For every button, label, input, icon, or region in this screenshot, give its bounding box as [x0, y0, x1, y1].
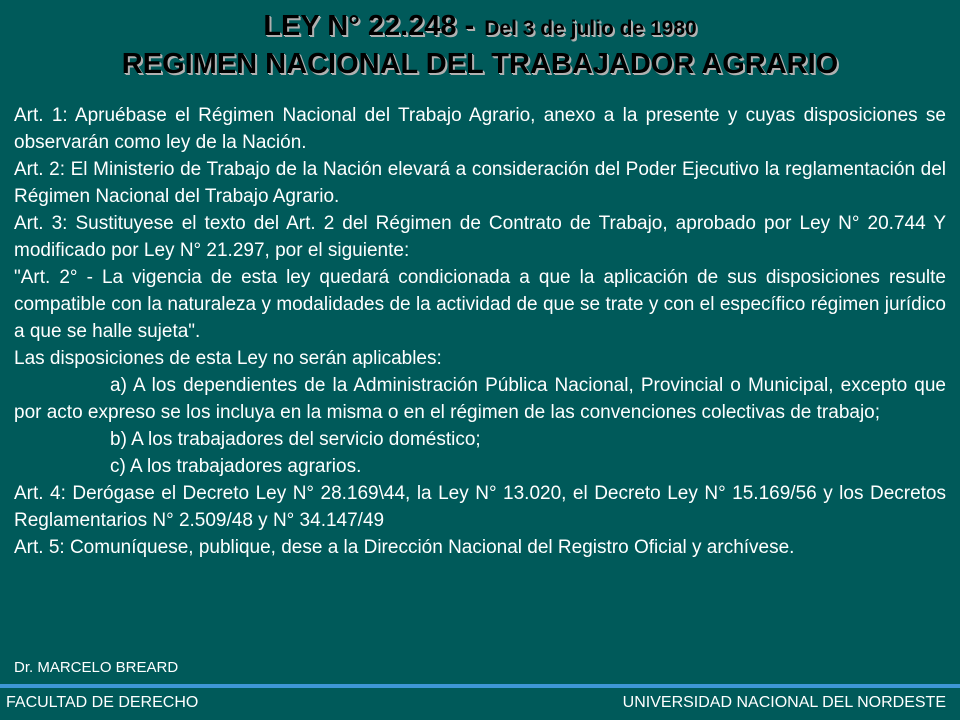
law-subtitle: REGIMEN NACIONAL DEL TRABAJADOR AGRARIO: [121, 48, 839, 80]
law-text: [14, 102, 946, 561]
article-1: Art. 1: Apruébase el Régimen Nacional del Trabajo Agrario, anexo a la presente y cuyas disposiciones se observarán como ley de la Nación.: [14, 105, 946, 153]
article-4: Art. 4: Derógase el Decreto Ley N° 28.169\44, la Ley N° 13.020, el Decreto Ley N° 15.169/56 y los Decretos Reglamentarios N° 2.509/48 y N° 34.147/49: [14, 483, 946, 531]
exclusion-b: b) A los trabajadores del servicio doméstico;: [110, 429, 481, 450]
article-3: Art. 3: Sustituyese el texto del Art. 2 del Régimen de Contrato de Trabajo, aprobado por Ley N° 20.744 Y modificado por Ley N° 21.297, por el siguiente:: [14, 213, 946, 261]
article-2: Art. 2: El Ministerio de Trabajo de la Nación elevará a consideración del Poder Ejecutivo la reglamentación del Régimen Nacional del Trabajo Agrario.: [14, 159, 946, 207]
slide-title: [0, 8, 960, 81]
exclusions-intro: Las disposiciones de esta Ley no serán aplicables:: [14, 348, 442, 369]
footer-faculty: FACULTAD DE DERECHO: [6, 694, 199, 711]
exclusion-c: c) A los trabajadores agrarios.: [110, 456, 362, 477]
article-5: Art. 5: Comuníquese, publique, dese a la Dirección Nacional del Registro Oficial y archívese.: [14, 537, 795, 558]
law-number: LEY N° 22.248 -: [263, 10, 475, 42]
footer-divider: [0, 684, 960, 688]
law-date: Del 3 de julio de 1980: [484, 17, 697, 40]
article-2-quote: "Art. 2° - La vigencia de esta ley quedará condicionada a que la aplicación de sus disposiciones resulte compatible con la naturaleza y modalidades de la actividad de que se trate y con el específico régimen jurídico a que se halle sujeta".: [14, 267, 946, 342]
title-line-law: [0, 8, 960, 47]
author-name: Dr. MARCELO BREARD: [14, 659, 179, 676]
exclusion-a: a) A los dependientes de la Administración Pública Nacional, Provincial o Municipal, excepto que por acto expreso se los incluya en la misma o en el régimen de las convenciones colectivas de trabajo;: [14, 375, 946, 423]
footer-university: UNIVERSIDAD NACIONAL DEL NORDESTE: [622, 694, 946, 711]
